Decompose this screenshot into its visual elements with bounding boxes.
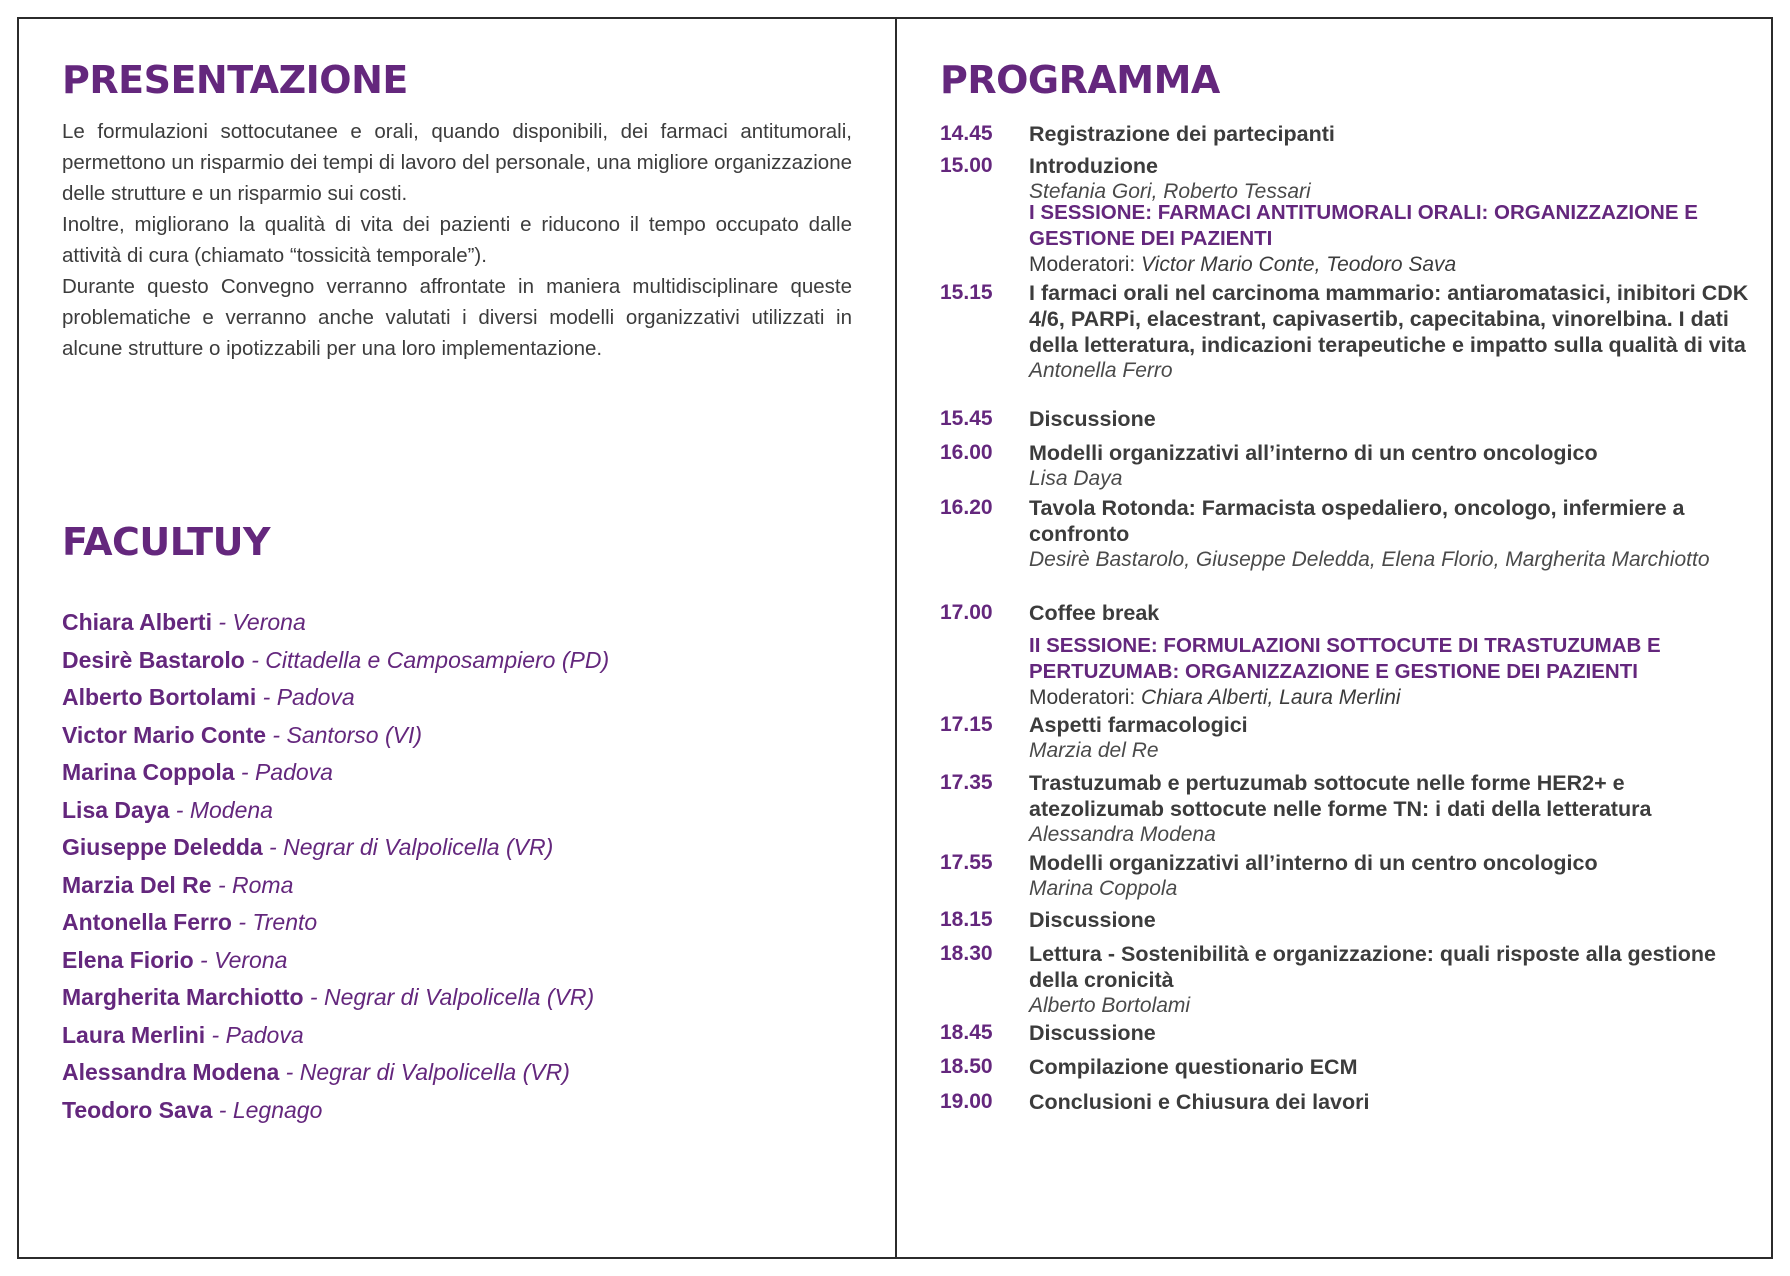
faculty-city: Verona [232,609,306,635]
programme-body [1029,633,1749,711]
programme-body [1029,280,1749,384]
moderators-names: Chiara Alberti, Laura Merlini [1141,686,1401,709]
faculty-name: Lisa Daya [62,796,170,823]
faculty-separator: - [266,721,287,748]
programme-section [940,58,1740,102]
programme-speaker: Stefania Gori, Roberto Tessari [1029,180,1311,203]
programme-time: 15.45 [940,407,993,430]
programme-title-text: Modelli organizzativi all’interno di un centro oncologico [1029,851,1598,875]
faculty-city: Negrar di Valpolicella (VR) [299,1059,570,1085]
faculty-city: Legnago [232,1096,323,1123]
faculty-name: Chiara Alberti [62,609,212,635]
faculty-member [62,1017,609,1055]
programme-time: 18.15 [940,908,993,931]
faculty-member [62,1054,609,1092]
programme-body [1029,1020,1749,1046]
programme-body [1029,712,1749,764]
faculty-city: Padova [276,684,355,710]
programme-speaker: Lisa Daya [1029,467,1123,490]
faculty-member [62,754,609,792]
faculty-separator: - [211,871,233,898]
programme-time: 17.00 [940,601,993,624]
faculty-separator: - [231,909,253,935]
faculty-name: Elena Fiorio [62,946,194,973]
programme-title-text: Modelli organizzativi all’interno di un centro oncologico [1029,441,1598,465]
programme-body [1029,121,1749,147]
faculty-separator: - [211,609,233,635]
faculty-name: Desirè Bastarolo [62,646,245,673]
faculty-member [62,604,609,642]
faculty-member [62,867,609,905]
faculty-separator: - [212,1096,233,1123]
programme-speaker: Marzia del Re [1029,739,1159,762]
programme-title-text: Registrazione dei partecipanti [1029,122,1335,146]
programme-title-text: Discussione [1029,407,1156,431]
faculty-city: Cittadella e Camposampiero (PD) [265,646,610,673]
faculty-city: Padova [254,759,333,785]
programme-body [1029,406,1749,432]
faculty-member [62,904,609,942]
programme-title-text: Trastuzumab e pertuzumab sottocute nelle forme HER2+ e atezolizumab sottocute nelle forme TN: i dati della letteratura [1029,771,1652,821]
programme-time: 18.45 [940,1021,993,1044]
programme-speaker: Desirè Bastarolo, Giuseppe Deledda, Elena Florio, Margherita Marchiotto [1029,548,1710,571]
programme-time: 17.35 [940,771,993,794]
faculty-name: Alberto Bortolami [62,684,257,710]
faculty-city: Negrar di Valpolicella (VR) [283,834,554,860]
faculty-separator: - [256,684,277,710]
programme-body [1029,153,1749,205]
programme-title-text: I farmaci orali nel carcinoma mammario: antiaromatasici, inibitori CDK 4/6, PARPi, elacestrant, capivasertib, capecitabina, vinorelbina. I dati della letteratura, indicazioni terapeutiche e impatto sulla qualità di vita [1029,281,1749,357]
programme-time: 17.15 [940,713,993,736]
session-title: I SESSIONE: FARMACI ANTITUMORALI ORALI: ORGANIZZAZIONE E GESTIONE DEI PAZIENTI [1029,201,1698,250]
programme-body [1029,941,1749,1019]
faculty-name: Marzia Del Re [62,871,212,898]
faculty-member [62,942,609,980]
moderators [1029,685,1749,711]
faculty-member [62,1092,609,1130]
presentation-paragraph: Le formulazioni sottocutanee e orali, quando disponibili, dei farmaci antitumorali, permettono un risparmio dei tempi di lavoro del personale, una migliore organizzazione delle strutture e un risparmio sui costi. [62,120,852,205]
faculty-member [62,829,609,867]
presentation-section [62,58,852,364]
faculty-city: Verona [214,946,288,973]
moderators-label: Moderatori: [1029,686,1142,709]
faculty-separator: - [169,796,190,823]
faculty-city: Roma [232,871,294,898]
programme-time: 16.20 [940,496,993,519]
programme-title: PROGRAMMA [940,58,1220,102]
moderators-label: Moderatori: [1029,253,1142,276]
faculty-name: Giuseppe Deledda [62,834,263,860]
programme-body [1029,200,1749,278]
faculty-city: Santorso (VI) [286,721,422,748]
faculty-list [62,604,609,1129]
programme-body [1029,495,1749,573]
programme-time: 18.50 [940,1055,993,1078]
programme-title-text: Introduzione [1029,154,1158,178]
programme-title-text: Coffee break [1029,601,1160,625]
faculty-member [62,679,609,717]
column-divider [895,17,897,1259]
presentation-paragraph: Durante questo Convegno verranno affrontate in maniera multidisciplinare queste problematiche e verranno anche valutati i diversi modelli organizzativi utilizzati in alcune strutture o ipotizzabili per una loro implementazione. [62,275,852,360]
faculty-city: Negrar di Valpolicella (VR) [323,984,595,1010]
faculty-separator: - [244,646,266,673]
faculty-separator: - [262,834,284,860]
moderators [1029,252,1749,278]
faculty-name: Laura Merlini [62,1021,206,1048]
presentation-title: PRESENTAZIONE [62,58,408,102]
faculty-member [62,642,609,680]
programme-title-text: Tavola Rotonda: Farmacista ospedaliero, oncologo, infermiere a confronto [1029,496,1685,546]
faculty-member [62,792,609,830]
moderators-names: Victor Mario Conte, Teodoro Sava [1141,253,1457,276]
programme-title-text: Discussione [1029,1021,1156,1045]
programme-title-text: Compilazione questionario ECM [1029,1055,1358,1079]
faculty-separator: - [234,759,255,785]
programme-time: 15.15 [940,281,993,304]
programme-speaker: Alessandra Modena [1029,823,1216,846]
programme-body [1029,1054,1749,1080]
faculty-separator: - [279,1059,300,1085]
programme-body [1029,770,1749,848]
programme-time: 17.55 [940,851,993,874]
faculty-member [62,979,609,1017]
faculty-name: Victor Mario Conte [62,721,267,748]
faculty-member [62,717,609,755]
programme-speaker: Alberto Bortolami [1029,994,1191,1017]
faculty-name: Alessandra Modena [62,1059,280,1085]
faculty-city: Modena [189,796,273,823]
programme-time: 18.30 [940,942,993,965]
faculty-name: Marina Coppola [62,759,235,785]
programme-body [1029,1089,1749,1115]
presentation-paragraph: Inoltre, migliorano la qualità di vita dei pazienti e riducono il tempo occupato dalle attività di cura (chiamato “tossicità temporale”). [62,213,852,267]
programme-title-text: Aspetti farmacologici [1029,713,1248,737]
programme-speaker: Antonella Ferro [1029,359,1173,382]
programme-body [1029,440,1749,492]
programme-body [1029,850,1749,902]
programme-body [1029,600,1749,626]
programme-time: 15.00 [940,154,993,177]
faculty-name: Teodoro Sava [62,1096,213,1123]
programme-body [1029,907,1749,933]
session-title: II SESSIONE: FORMULAZIONI SOTTOCUTE DI TRASTUZUMAB E PERTUZUMAB: ORGANIZZAZIONE E GESTIONE DEI PAZIENTI [1029,634,1661,683]
faculty-title: FACULTUY [62,520,270,564]
faculty-separator: - [303,984,324,1010]
faculty-name: Margherita Marchiotto [62,984,304,1010]
faculty-separator: - [193,946,215,973]
faculty-city: Padova [225,1021,304,1048]
faculty-city: Trento [252,909,318,935]
programme-title-text: Conclusioni e Chiusura dei lavori [1029,1090,1370,1114]
programme-speaker: Marina Coppola [1029,877,1178,900]
programme-time: 16.00 [940,441,993,464]
programme-title-text: Lettura - Sostenibilità e organizzazione: quali risposte alla gestione della cronicità [1029,942,1716,992]
faculty-separator: - [205,1021,226,1048]
programme-time: 14.45 [940,122,993,145]
presentation-text [62,116,852,364]
programme-time: 19.00 [940,1090,993,1113]
faculty-name: Antonella Ferro [62,909,232,935]
programme-title-text: Discussione [1029,908,1156,932]
